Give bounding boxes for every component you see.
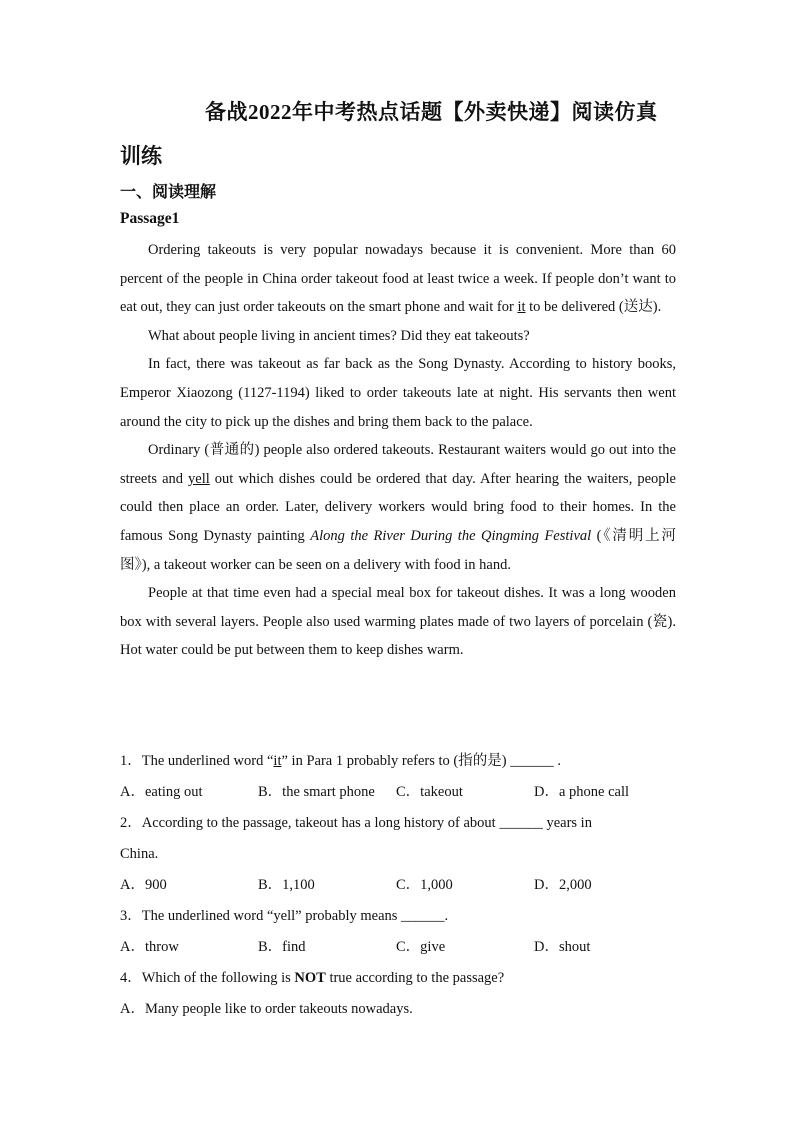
underlined-word-yell: yell <box>188 470 210 487</box>
underlined-word-it: it <box>517 299 526 316</box>
question-3-option-a[interactable]: A．throw <box>120 939 179 955</box>
section-heading: 一、阅读理解 <box>120 184 217 201</box>
question-1-options <box>120 777 676 808</box>
question-1-option-a[interactable]: A．eating out <box>120 784 203 800</box>
question-4-text-b: true according to the passage? <box>325 970 505 986</box>
paragraph-1-text-a: Ordering takeouts is very popular nowadays because it is convenient. More than 60 percent of the people in China order takeout food at least twice a week. If people don’t want to eat out, they can just order takeouts on the smart phone and wait for <box>120 242 676 316</box>
passage-label: Passage1 <box>120 210 180 227</box>
paragraph-1-text-b: to be delivered (送达). <box>525 299 662 316</box>
question-3-option-c[interactable]: C．give <box>396 939 446 955</box>
questions <box>120 746 676 1025</box>
question-1-underlined: it <box>273 753 282 769</box>
document-title-line2: 训练 <box>120 144 162 168</box>
paragraph-4-text-a: Ordinary (普通的) people also ordered takeouts. Restaurant waiters would go out into the streets and <box>120 442 676 487</box>
question-4-option-a[interactable]: A．Many people like to order takeouts nowadays. <box>120 1001 413 1017</box>
question-1-text-b: ” in Para 1 probably refers to (指的是) ______ . <box>281 753 561 769</box>
question-2-option-b[interactable]: B．1,100 <box>258 877 315 893</box>
question-1-option-d[interactable]: D．a phone call <box>534 784 630 800</box>
painting-title: Along the River During the Qingming Festival <box>310 527 592 544</box>
question-3-option-b[interactable]: B．find <box>258 939 306 955</box>
paragraph-2: What about people living in ancient times? Did they eat takeouts? <box>148 327 530 344</box>
question-2-option-a[interactable]: A．900 <box>120 877 167 893</box>
paragraph-4-text-b: out which dishes could be ordered that day. After hearing the waiters, people could then place an order. Later, delivery workers would bring food to their homes. In the famous Song Dynasty painting <box>120 470 676 544</box>
question-1-option-c[interactable]: C．takeout <box>396 784 463 800</box>
paragraph-5: People at that time even had a special meal box for takeout dishes. It was a long wooden box with several layers. People also used warming plates made of two layers of porcelain (瓷). Hot water could be put between them to keep dishes warm. <box>120 585 676 659</box>
question-4-emphasis: NOT <box>294 970 326 986</box>
question-2-option-d[interactable]: D．2,000 <box>534 877 592 893</box>
question-3-options <box>120 932 676 963</box>
question-2-options <box>120 870 676 901</box>
paragraph-4-text-c: (《清明上河图》), a takeout worker can be seen on a delivery with food in hand. <box>120 527 676 573</box>
question-4-text-a: 4．Which of the following is <box>120 970 295 986</box>
paragraph-1 <box>120 236 676 322</box>
question-2-option-c[interactable]: C．1,000 <box>396 877 453 893</box>
question-1 <box>120 746 676 777</box>
paragraph-4 <box>120 436 676 579</box>
question-2: 2．According to the passage, takeout has a long history of about ______ years in <box>120 815 592 831</box>
question-1-text-a: 1．The underlined word “ <box>120 753 274 769</box>
passage-body <box>120 236 676 665</box>
question-3-option-d[interactable]: D．shout <box>534 939 591 955</box>
question-1-option-b[interactable]: B．the smart phone <box>258 784 375 800</box>
question-3: 3．The underlined word “yell” probably means ______. <box>120 908 449 924</box>
paragraph-3: In fact, there was takeout as far back as the Song Dynasty. According to history books, Emperor Xiaozong (1127-1194) liked to order takeouts late at night. His servants then went around the city to pick up the dishes and bring them back to the palace. <box>120 356 676 430</box>
document-title-line1: 备战2022年中考热点话题【外卖快递】阅读仿真 <box>205 100 658 124</box>
question-4 <box>120 963 676 994</box>
question-2-continued: China. <box>120 846 159 862</box>
